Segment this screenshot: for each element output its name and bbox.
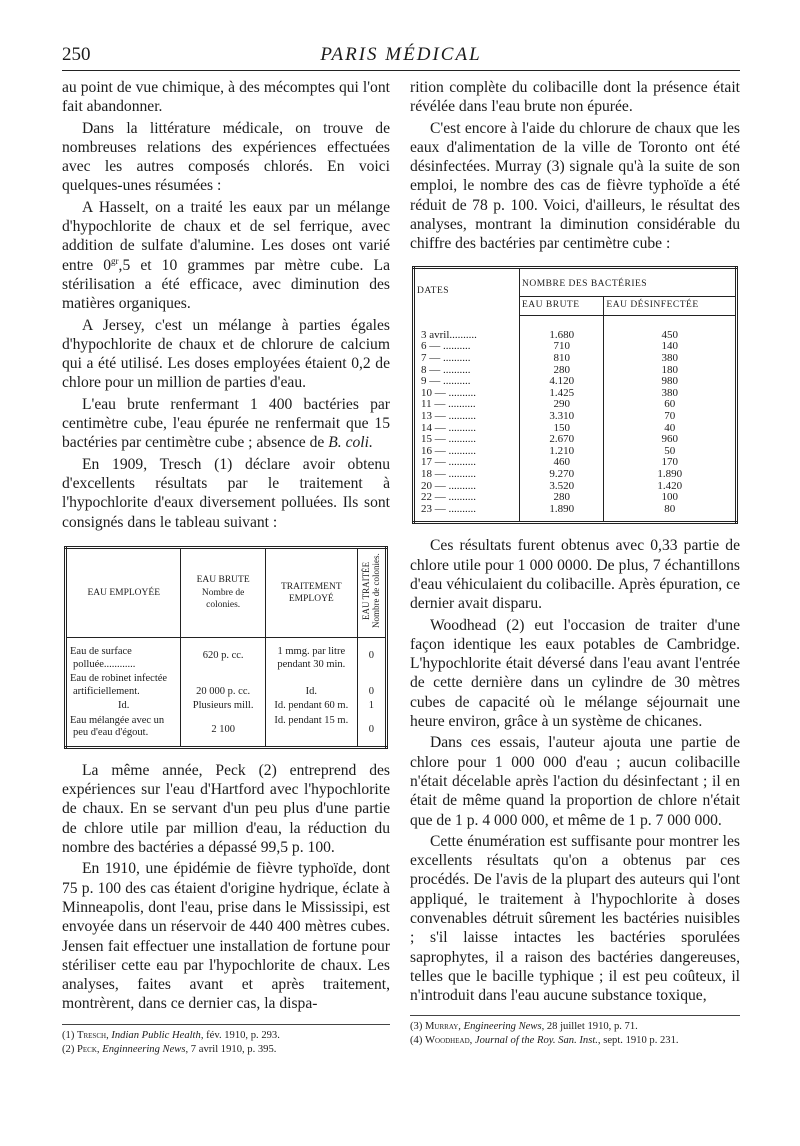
paragraph: Woodhead (2) eut l'occasion de traiter d'une façon identique les eaux potables de Cambridge. L'hypochlorite était déversé dans l'eau avant l'entrée de cette dernière dans un cylindre de 30 mètres cubes de capacité où le mélange séjournait une heure environ, grâce à un système de chicanes. [410,616,740,731]
table-row: Eau mélangée avec un peu d'eau d'égout. 2 100 Id. pendant 15 m. 0 [66,714,387,748]
table-row: 7 — .......... 810 380 [414,353,737,365]
table-row: 14 — .......... 150 40 [414,423,737,435]
tresch-table [64,546,388,749]
footnote: (4) Woodhead, Journal of the Roy. San. Inst., sept. 1910 p. 231. [410,1035,679,1047]
table-header: EAU EMPLOYÉE [66,547,181,638]
paragraph: au point de vue chimique, à des mécomptes qui l'ont fait abandonner. [62,79,390,116]
paragraph: En 1909, Tresch (1) déclare avoir obtenu d'excellents résultats par le traitement à l'hypochlorite d'eaux diversement polluées. Ils sont consignés dans le tableau suivant : [62,455,390,531]
table-row: 8 — .......... 280 180 [414,365,737,377]
journal-title: PARIS MÉDICAL [320,44,482,65]
table-header: DATES [417,286,450,297]
table-row: 20 — .......... 3.520 1.420 [414,481,737,493]
paragraph: A Jersey, c'est un mélange à parties égales d'hypochlorite de chaux et de chlorure de calcium qui a été utilisé. Les doses employées étaient 0,2 de chlore pour un million de parties d'eau. [62,316,390,392]
table-header: TRAITEMENT EMPLOYÉ [265,547,357,638]
paragraph: rition complète du colibacille dont la présence était révélée dans l'eau brute non épurée. [410,79,740,116]
page-header [62,44,740,68]
table-header: EAU TRAITÉE Nombre de colonies. [357,547,386,638]
paragraph: L'eau brute renfermant 1 400 bactéries par centimètre cube, l'eau épurée ne renfermait que 15 bactéries par centimètre cube ; absence de B. coli. [62,395,390,452]
paragraph: Cette énumération est suffisante pour montrer les excellents résultats qu'on a obtenus par ces procédés. De l'avis de la plupart des auteurs qui l'ont appliqué, le traitement à l'hypochlorite à doses convenables détruit sûrement les bactéries nuisibles ; s'il laisse intactes les bactéries sporulées saprophytes, il a raison des bactéries dangereuses, telles que le bacille typhique ; il est peu coûteux, il n'introduit dans l'eau aucune substance toxique, [410,832,740,1005]
table-row: 15 — .......... 2.670 960 [414,434,737,446]
paragraph: Dans ces essais, l'auteur ajouta une partie de chlore pour 1 000 000 d'eau ; aucun colibacille n'était décelable après l'action du désinfectant ; il en était de même quand la proportion de chlore n'était que de 1 p. 4 000 000, et même de 1 p. 7 000 000. [410,734,740,829]
paragraph: A Hasselt, on a traité les eaux par un mélange d'hypochlorite de chaux et de sel ferrique, avec addition de sulfate d'alumine. Les doses ont varié entre $0^{gr},5$ et 10 grammes par mètre cube. La stérilisation a été efficace, avec diminution des matières organiques. [62,198,390,313]
footnote: (2) Peck, Enginneering News, 7 avril 1910, p. 395. [62,1043,277,1055]
footnote: (3) Murray, Engineering News, 28 juillet 1910, p. 71. [410,1021,638,1033]
table-row: Id. Plusieurs mill. Id. pendant 60 m. 1 [66,699,387,714]
table-header: EAU BRUTE Nombre de colonies. [181,547,265,638]
header-rule [62,70,740,71]
table-row: 17 — .......... 460 170 [414,457,737,469]
table-row: 10 — .......... 1.425 380 [414,388,737,400]
paragraph: Dans la littérature médicale, on trouve de nombreuses relations des expériences effectuées avec les autres composés chlorés. En voici quelques-unes résumées : [62,119,390,195]
footnote: (1) Tresch, Indian Public Health, fév. 1910, p. 293. [62,1029,280,1041]
table-row: 22 — .......... 280 100 [414,492,737,504]
toronto-table [412,266,738,525]
table-row: 23 — .......... 1.890 80 [414,504,737,523]
page-number: 250 [62,44,91,65]
footnote-divider [410,1015,740,1016]
table-row: Eau de surface polluée............ 620 p. cc. 1 mmg. par litre pendant 30 min. 0 [66,638,387,673]
footnote-divider [62,1024,390,1025]
paragraph: Ces résultats furent obtenus avec 0,33 partie de chlore utile pour 1 000 0000. De plus, 7 échantillons d'eau véhiculaient du colibacille. Après épuration, ce dernier avait disparu. [410,537,740,613]
table-header: NOMBRE DES BACTÉRIES [520,267,737,297]
left-column [62,78,390,1057]
table-row: Eau de robinet infectée artificiellement. 20 000 p. cc. Id. 0 [66,672,387,699]
paragraph: C'est encore à l'aide du chlorure de chaux que les eaux d'alimentation de la ville de Toronto ont été désinfectées. Murray (3) signale qu'à la suite de son emploi, le nombre des cas de fièvre typhoïde a été réduit de 78 p. 100. Voici, d'ailleurs, le résultat des analyses, montrant la diminution considérable du chiffre des bactéries par centimètre cube : [410,119,740,253]
table-row: 11 — .......... 290 60 [414,399,737,411]
table-row: 18 — .......... 9.270 1.890 [414,469,737,481]
table-header: EAU BRUTE [520,297,604,316]
table-row: 9 — .......... 4.120 980 [414,376,737,388]
table-row: 16 — .......... 1.210 50 [414,446,737,458]
table-row: 13 — .......... 3.310 70 [414,411,737,423]
table-header: EAU DÉSINFECTÉE [604,297,737,316]
table-row: 3 avril.......... 1.680 450 [414,315,737,341]
right-column [410,78,740,1048]
table-row: 6 — .......... 710 140 [414,341,737,353]
paragraph: En 1910, une épidémie de fièvre typhoïde, dont 75 p. 100 des cas étaient d'origine hydrique, éclate à Minneapolis, dont l'eau, prise dans le Mississipi, est envoyée dans un réservoir de 440 400 mètres cubes. Jensen fait effectuer une installation de fortune pour stériliser cette eau par l'hypochlorite de chaux. Les analyses, faites avant et après traitement, montrèrent, dans ce dernier cas, la dispa- [62,860,390,1013]
paragraph: La même année, Peck (2) entreprend des expériences sur l'eau d'Hartford avec l'hypochlorite de chaux. En se servant d'un peu plus d'une partie de chlore utile par million d'eau, la réduction du nombre des bactéries a dépassé 99,5 p. 100. [62,761,390,857]
